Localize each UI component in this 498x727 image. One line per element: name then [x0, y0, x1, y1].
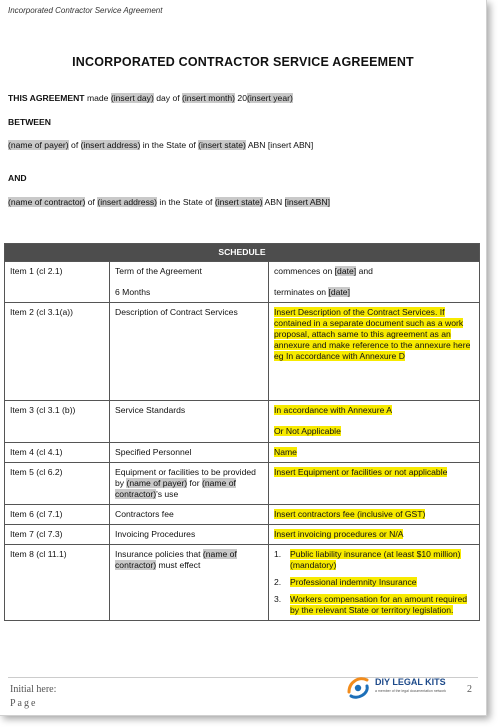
payer-address-placeholder[interactable]: (insert address) [80, 140, 141, 150]
contractor-abn-placeholder[interactable]: [insert ABN] [284, 197, 330, 207]
logo-tagline: a member of the legal documentation network [375, 689, 447, 693]
item-detail [269, 545, 480, 621]
terminate-date-placeholder[interactable]: [date] [328, 287, 350, 297]
payer-name-placeholder[interactable]: (name of payer) [8, 140, 69, 150]
and-heading: AND [8, 173, 27, 183]
item-description: Service Standards [110, 401, 269, 443]
item-description: Specified Personnel [110, 443, 269, 463]
item-label: Item 6 (cl 7.1) [5, 505, 110, 525]
item-description: Insurance policies that (name of contractor) must effect [110, 545, 269, 621]
item-detail: Insert contractors fee (inclusive of GST) [269, 505, 480, 525]
item-label: Item 4 (cl 4.1) [5, 443, 110, 463]
item-label: Item 1 (cl 2.1) [5, 262, 110, 303]
table-row [5, 525, 480, 545]
document-title: INCORPORATED CONTRACTOR SERVICE AGREEMENT [72, 55, 414, 69]
item-detail: commences on [date] and terminates on [date] [269, 262, 480, 303]
item-label: Item 2 (cl 3.1(a)) [5, 303, 110, 401]
contractor-state-placeholder[interactable]: (insert state) [214, 197, 263, 207]
item-label: Item 8 (cl 11.1) [5, 545, 110, 621]
table-row [5, 262, 480, 303]
item-label: Item 7 (cl 7.3) [5, 525, 110, 545]
contractor-address-placeholder[interactable]: (insert address) [97, 197, 158, 207]
logo-swirl-icon [345, 674, 373, 700]
contractor-name-placeholder[interactable]: (name of contractor) [8, 197, 86, 207]
day-placeholder[interactable]: (insert day) [110, 93, 154, 103]
initial-here-label: Initial here: [10, 684, 57, 695]
payer-line: (name of payer) of (insert address) in the State of (insert state) ABN [insert ABN] [8, 140, 314, 150]
item-detail: Insert invoicing procedures or N/A [269, 525, 480, 545]
list-item: 1. Public liability insurance (at least $10 million) (mandatory) [274, 549, 461, 570]
item-description: Term of the Agreement 6 Months [110, 262, 269, 303]
page-number: 2 [467, 684, 472, 695]
table-row [5, 401, 480, 443]
insurance-list [274, 549, 474, 616]
between-heading: BETWEEN [8, 117, 51, 127]
payer-state-placeholder[interactable]: (insert state) [198, 140, 246, 150]
item-label: Item 5 (cl 6.2) [5, 463, 110, 505]
item-description: Invoicing Procedures [110, 525, 269, 545]
payer-abn-placeholder[interactable]: [insert ABN] [267, 140, 314, 150]
table-row [5, 303, 480, 401]
item-description: Equipment or facilities to be provided by (name of payer) for (name of contractor)'s use [110, 463, 269, 505]
schedule-header-row [5, 244, 480, 262]
page-label: Page [10, 698, 38, 709]
item-detail: In accordance with Annexure A Or Not Applicable [269, 401, 480, 443]
schedule-table [4, 243, 480, 621]
table-row [5, 505, 480, 525]
table-row [5, 463, 480, 505]
item-detail: Name [269, 443, 480, 463]
item-description: Description of Contract Services [110, 303, 269, 401]
month-placeholder[interactable]: (insert month) [182, 93, 236, 103]
schedule-heading: SCHEDULE [5, 244, 480, 262]
item-detail: Insert Description of the Contract Services. If contained in a separate document such as a work proposal, attach same to this agreement as an annexure and make reference to the annexure here eg In accordance with Annexure D [269, 303, 480, 401]
commence-date-placeholder[interactable]: [date] [334, 266, 357, 276]
list-item: 2. Professional indemnity Insurance [274, 577, 417, 587]
table-row [5, 443, 480, 463]
contractor-line: (name of contractor) of (insert address) in the State of (insert state) ABN [insert ABN] [8, 197, 330, 207]
diy-legal-kits-logo [345, 674, 449, 700]
agreement-date-line: THIS AGREEMENT made (insert day) day of (insert month) 20(insert year) [8, 93, 293, 103]
item-label: Item 3 (cl 3.1 (b)) [5, 401, 110, 443]
logo-text: DIY LEGAL KITS [375, 677, 446, 687]
year-placeholder[interactable]: (insert year) [246, 93, 293, 103]
table-row [5, 545, 480, 621]
item-detail: Insert Equipment or facilities or not applicable [269, 463, 480, 505]
running-header: Incorporated Contractor Service Agreement [8, 6, 163, 15]
list-item: 3. Workers compensation for an amount required by the relevant State or territory legislation. [274, 594, 468, 615]
item-description: Contractors fee [110, 505, 269, 525]
